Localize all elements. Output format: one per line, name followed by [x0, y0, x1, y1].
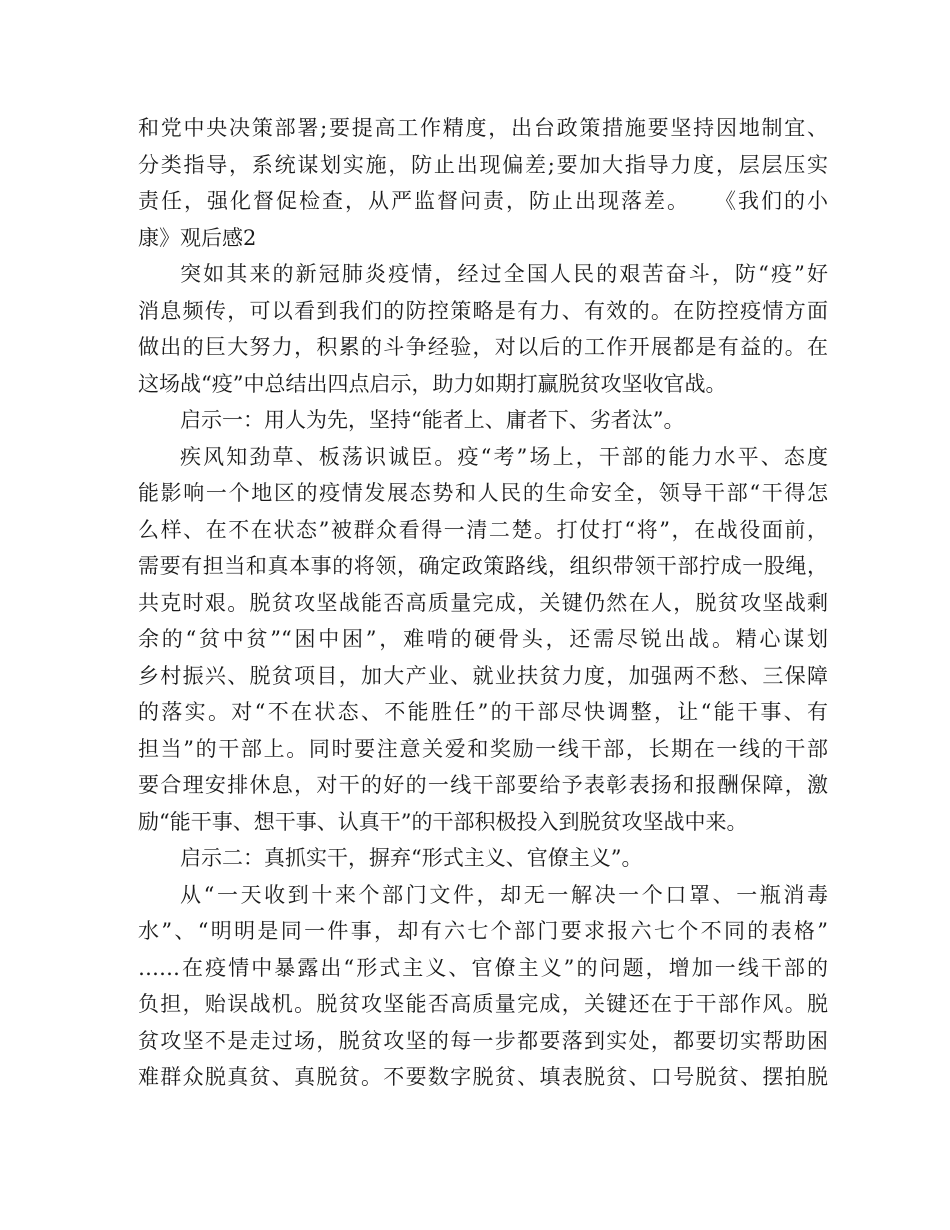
text-line: 消息频传，可以看到我们的防控策略是有力、有效的。在防控疫情方面	[138, 298, 828, 323]
text-line: 余的“贫中贫”“困中困”，难啃的硬骨头，还需尽锐出战。精心谋划	[138, 627, 828, 651]
text-line: 的落实。对“不在状态、不能胜任”的干部尽快调整，让“能干事、有	[138, 700, 828, 724]
text-line: 这场战“疫”中总结出四点启示，助力如期打赢脱贫攻坚收官战。	[138, 371, 727, 396]
text-line: 励“能干事、想干事、认真干”的干部积极投入到脱贫攻坚战中来。	[138, 809, 748, 834]
text-line: 贫攻坚不是走过场，脱贫攻坚的每一步都要落到实处，都要切实帮助困	[138, 1028, 828, 1053]
text-line: 启示一：用人为先，坚持“能者上、庸者下、劣者汰”。	[180, 408, 685, 432]
text-line: 启示二：真抓实干，摒弃“形式主义、官僚主义”。	[180, 846, 643, 870]
text-line: 做出的巨大努力，积累的斗争经验，对以后的工作开展都是有益的。在	[138, 335, 828, 359]
text-line: 和党中央决策部署;要提高工作精度，出台政策措施要坚持因地制宜、	[138, 116, 828, 140]
text-line: ……在疫情中暴露出“形式主义、官僚主义”的问题，增加一线干部的	[138, 955, 828, 980]
text-line: 担当”的干部上。同时要注意关爱和奖励一线干部，长期在一线的干部	[138, 736, 828, 761]
text-line: 难群众脱真贫、真脱贫。不要数字脱贫、填表脱贫、口号脱贫、摆拍脱	[138, 1065, 828, 1089]
text-line: 突如其来的新冠肺炎疫情，经过全国人民的艰苦奋斗，防“疫”好	[180, 262, 828, 286]
text-line: 乡村振兴、脱贫项目，加大产业、就业扶贫力度，加强两不愁、三保障	[138, 663, 828, 688]
text-line: 责任，强化督促检查，从严监督问责，防止出现落差。 《我们的小	[138, 189, 828, 213]
text-line: 水”、“明明是同一件事，却有六七个部门要求报六七个不同的表格”	[138, 919, 828, 943]
text-line: 康》观后感2	[138, 225, 257, 250]
text-line: 从“一天收到十来个部门文件，却无一解决一个口罩、一瓶消毒	[180, 882, 828, 907]
text-line: 负担，贻误战机。脱贫攻坚能否高质量完成，关键还在于干部作风。脱	[138, 992, 828, 1016]
text-line: 要合理安排休息，对干的好的一线干部要给予表彰表扬和报酬保障，激	[138, 773, 828, 797]
text-line: 分类指导，系统谋划实施，防止出现偏差;要加大指导力度，层层压实	[138, 152, 828, 177]
text-line: 共克时艰。脱贫攻坚战能否高质量完成，关键仍然在人，脱贫攻坚战剩	[138, 590, 828, 615]
text-line: 能影响一个地区的疫情发展态势和人民的生命安全，领导干部“干得怎	[138, 481, 828, 505]
text-line: 疾风知劲草、板荡识诚臣。疫“考”场上，干部的能力水平、态度	[180, 444, 828, 469]
text-line: 么样、在不在状态”被群众看得一清二楚。打仗打“将”，在战役面前，	[138, 517, 828, 542]
text-line: 需要有担当和真本事的将领，确定政策路线，组织带领干部拧成一股绳，	[138, 554, 828, 578]
document-body	[138, 110, 828, 1096]
